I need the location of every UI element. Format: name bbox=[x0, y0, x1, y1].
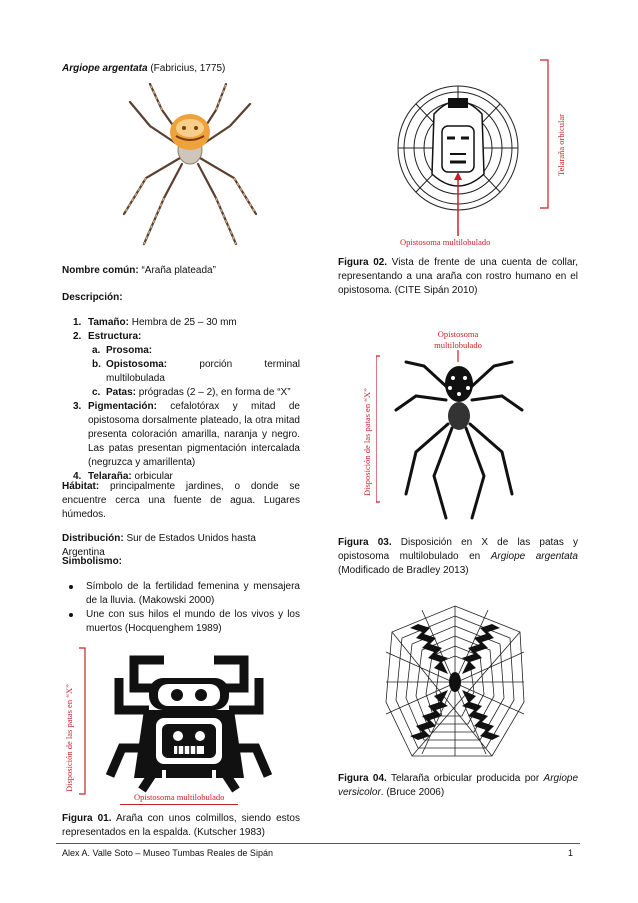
fig4-caption-label: Figura 04. bbox=[338, 773, 387, 784]
species-name: Argiope argentata bbox=[62, 63, 148, 74]
fig1-caption bbox=[62, 812, 300, 840]
fig3-label-top-line2: multilobulado bbox=[434, 340, 482, 350]
fig3-spider-drawing bbox=[376, 326, 556, 526]
fig4-caption-italic: Argiope versicolor bbox=[338, 773, 578, 798]
fig2-caption bbox=[338, 256, 578, 298]
fig2-caption-text: Vista de frente de una cuenta de collar, representando a una araña con rostro humano en el opistosoma. (CITE Sipán 2010) bbox=[338, 257, 578, 296]
list-item bbox=[62, 400, 300, 470]
spider-photo bbox=[110, 80, 270, 248]
bullet-item bbox=[62, 580, 300, 608]
subitem-letter: c. bbox=[92, 387, 101, 398]
footer-rule bbox=[56, 843, 580, 844]
species-title bbox=[62, 62, 225, 76]
item-label: Estructura: bbox=[88, 331, 142, 342]
fig3-label-vertical: Disposición de las patas en “X” bbox=[362, 388, 372, 496]
fig1-caption-label: Figura 01. bbox=[62, 813, 112, 824]
habitat-paragraph bbox=[62, 480, 300, 522]
subitem-letter: b. bbox=[92, 359, 101, 370]
sub-list-item bbox=[62, 358, 300, 386]
common-name bbox=[62, 264, 216, 278]
subitem-letter: a. bbox=[92, 345, 101, 356]
fig3-caption-label: Figura 03. bbox=[338, 537, 392, 548]
subitem-text: porción terminal multilobulada bbox=[106, 359, 300, 384]
fig4-orb-web-drawing bbox=[382, 602, 528, 762]
fig1-bracket bbox=[78, 646, 88, 796]
common-name-value: “Araña plateada” bbox=[138, 265, 216, 276]
fig2-label-vertical: Telaraña orbicular bbox=[556, 114, 566, 176]
fig1-label-bottom: Opistosoma multilobulado bbox=[134, 792, 225, 802]
fig1-label-underline bbox=[120, 804, 238, 805]
item-label: Telaraña: bbox=[88, 471, 132, 482]
item-label: Pigmentación: bbox=[88, 401, 157, 412]
item-text: orbicular bbox=[131, 471, 173, 482]
bullet-icon bbox=[69, 585, 73, 589]
fig4-caption-text-a: Telaraña orbicular producida por bbox=[386, 773, 544, 784]
description-list bbox=[62, 316, 300, 484]
item-number: 3. bbox=[73, 401, 82, 412]
fig2-necklace-bead bbox=[392, 58, 562, 238]
fig1-spider-drawing bbox=[94, 648, 284, 798]
bullet-text: Une con sus hilos el mundo de los vivos y los muertos (Hocquenghem 1989) bbox=[86, 609, 300, 634]
distribution-label: Distribución: bbox=[62, 533, 124, 544]
fig4-caption-text-b: . (Bruce 2006) bbox=[380, 787, 445, 798]
description-heading: Descripción: bbox=[62, 292, 123, 303]
fig2-label-bottom: Opistosoma multilobulado bbox=[400, 237, 491, 247]
item-text: cefalotórax y mitad de opistosoma dorsalmente plateado, la otra mitad presenta coloración amarilla, naranja y negro. Las patas presentan pigmentación intercalada (negruzca y amarillenta) bbox=[88, 401, 300, 468]
fig2-caption-label: Figura 02. bbox=[338, 257, 388, 268]
fig1-caption-text: Araña con unos colmillos, siendo estos representados en la espalda. (Kutscher 1983) bbox=[62, 813, 300, 838]
footer-author: Alex A. Valle Soto – Museo Tumbas Reales de Sipán bbox=[62, 848, 273, 858]
list-item bbox=[62, 316, 300, 330]
fig1-label-vertical: Disposición de las patas en “X” bbox=[64, 684, 74, 792]
fig3-caption-text-b: (Modificado de Bradley 2013) bbox=[338, 565, 469, 576]
distribution-text: Sur de Estados Unidos hasta Argentina bbox=[62, 533, 256, 558]
sub-list-item bbox=[62, 344, 300, 358]
bullet-text: Símbolo de la fertilidad femenina y mensajera de la lluvia. (Makowski 2000) bbox=[86, 581, 300, 606]
item-number: 4. bbox=[73, 471, 82, 482]
species-author: (Fabricius, 1775) bbox=[147, 63, 226, 74]
common-name-label: Nombre común: bbox=[62, 265, 139, 276]
subitem-label: Patas: bbox=[106, 387, 137, 398]
fig3-caption bbox=[338, 536, 578, 578]
symbolism-heading: Simbolismo: bbox=[62, 556, 123, 567]
fig4-caption bbox=[338, 772, 578, 800]
habitat-label: Hábitat: bbox=[62, 481, 100, 492]
item-label: Tamaño: bbox=[88, 317, 129, 328]
subitem-label: Prosoma: bbox=[106, 345, 153, 356]
item-text: Hembra de 25 – 30 mm bbox=[128, 317, 237, 328]
subitem-text: prógradas (2 – 2), en forma de “X” bbox=[136, 387, 291, 398]
symbolism-list bbox=[62, 580, 300, 636]
page-number: 1 bbox=[568, 848, 574, 858]
fig3-caption-italic: Argiope argentata bbox=[490, 551, 578, 562]
item-number: 2. bbox=[73, 331, 82, 342]
bullet-icon bbox=[69, 613, 73, 617]
subitem-label: Opistosoma: bbox=[106, 359, 168, 370]
bullet-item bbox=[62, 608, 300, 636]
fig3-label-top-line1: Opistosoma bbox=[437, 329, 479, 339]
item-number: 1. bbox=[73, 317, 82, 328]
sub-list-item bbox=[62, 386, 300, 400]
list-item bbox=[62, 330, 300, 344]
fig3-caption-text-a: Disposición en X de las patas y opistosoma multilobulado en bbox=[338, 537, 578, 562]
habitat-text: principalmente jardines, o donde se encuentre cerca una fuente de agua. Lugares húmedos. bbox=[62, 481, 300, 520]
